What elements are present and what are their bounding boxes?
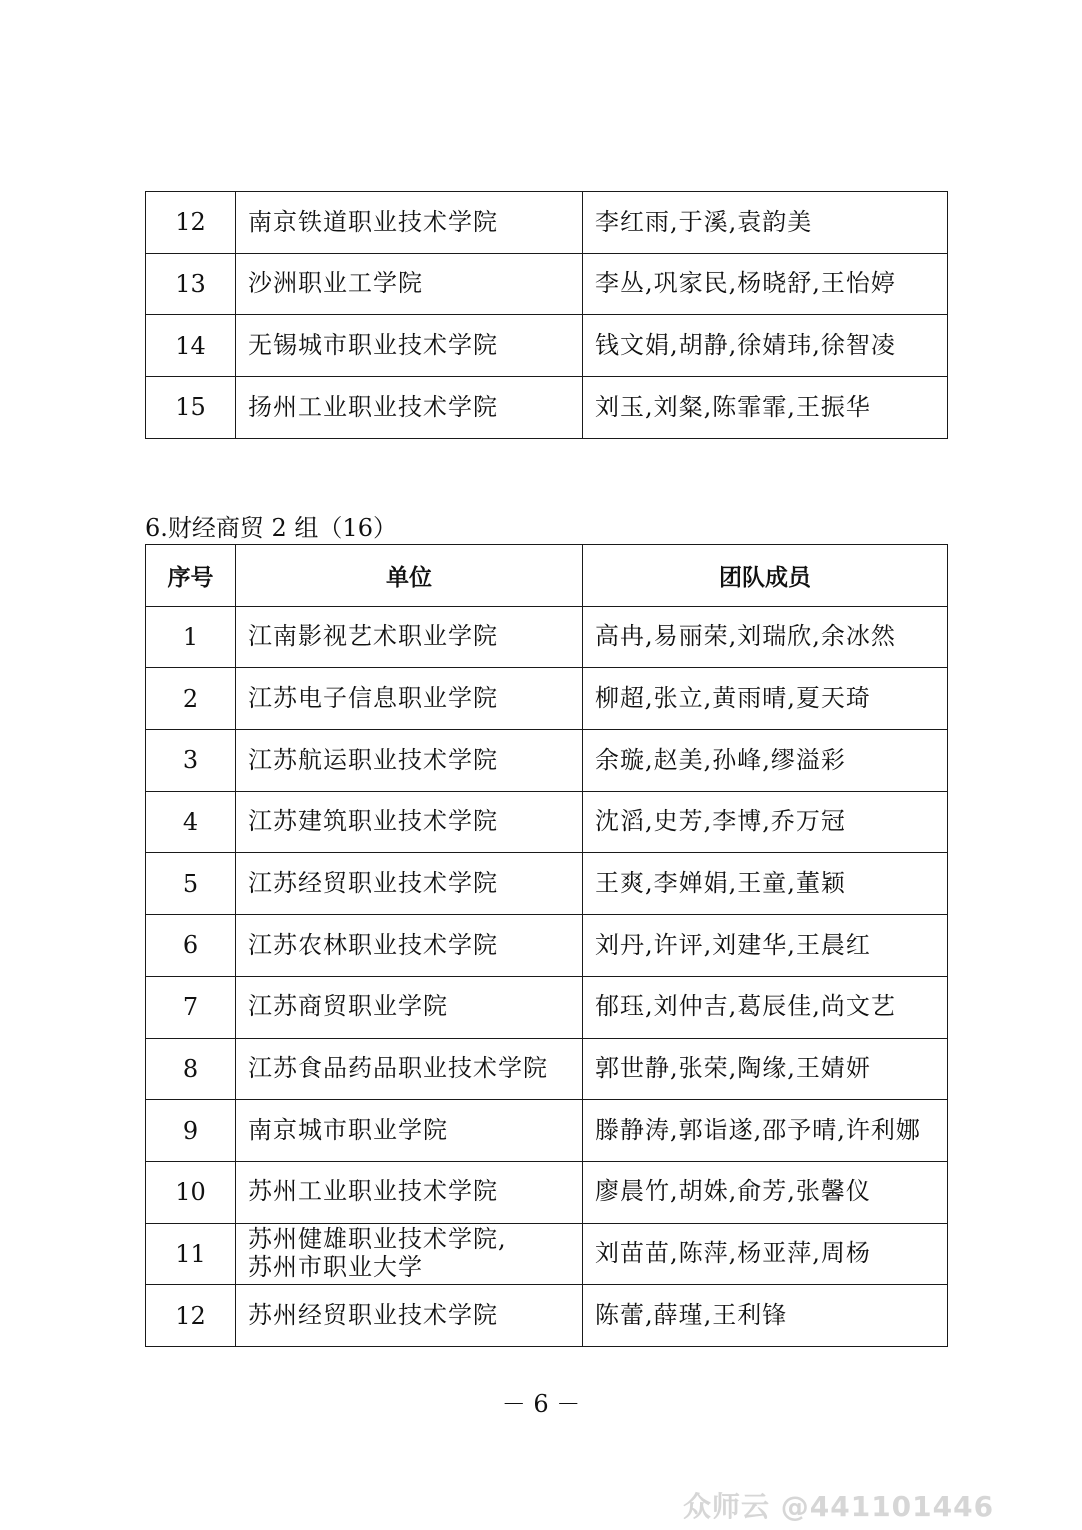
table-row	[146, 668, 948, 730]
row-unit	[236, 730, 583, 792]
table-row	[146, 1161, 948, 1223]
table-row	[146, 1038, 948, 1100]
table-row	[146, 606, 948, 668]
row-number: 11	[146, 1223, 236, 1285]
row-unit	[236, 1161, 583, 1223]
row-number: 6	[146, 915, 236, 977]
row-number: 7	[146, 976, 236, 1038]
unit-line: 江苏商贸职业学院	[248, 992, 448, 1021]
unit-line: 苏州工业职业技术学院	[248, 1177, 498, 1206]
table-row	[146, 853, 948, 915]
unit-line: 江苏食品药品职业技术学院	[248, 1054, 548, 1083]
row-number: 5	[146, 853, 236, 915]
row-members: 廖晨竹,胡姝,俞芳,张馨仪	[583, 1161, 948, 1223]
row-members: 沈滔,史芳,李博,乔万冠	[583, 791, 948, 853]
row-number: 1	[146, 606, 236, 668]
table-row	[146, 976, 948, 1038]
row-members: 郁珏,刘仲吉,葛辰佳,尚文艺	[583, 976, 948, 1038]
unit-line: 江南影视艺术职业学院	[248, 622, 498, 651]
row-unit	[236, 1100, 583, 1162]
unit-line: 南京铁道职业技术学院	[248, 207, 498, 236]
table-row	[146, 1100, 948, 1162]
row-number: 12	[146, 1285, 236, 1347]
row-members: 李红雨,于溪,袁韵美	[583, 192, 948, 254]
row-number: 15	[146, 377, 236, 439]
unit-line: 沙洲职业工学院	[248, 269, 423, 298]
row-members: 高冉,易丽荣,刘瑞欣,余冰然	[583, 606, 948, 668]
row-members: 余璇,赵美,孙峰,缪溢彩	[583, 730, 948, 792]
table-row	[146, 192, 948, 254]
page-number: － 6 －	[501, 1390, 581, 1418]
unit-line: 江苏农林职业技术学院	[248, 930, 498, 959]
table-continued-body	[146, 192, 948, 439]
watermark: 众师云 @441101446	[683, 1490, 995, 1523]
row-unit	[236, 791, 583, 853]
header-members: 团队成员	[583, 545, 948, 607]
row-number: 2	[146, 668, 236, 730]
unit-line: 苏州经贸职业技术学院	[248, 1300, 498, 1329]
row-members: 郭世静,张荣,陶缘,王婧妍	[583, 1038, 948, 1100]
row-unit	[236, 253, 583, 315]
row-unit	[236, 606, 583, 668]
row-number: 10	[146, 1161, 236, 1223]
unit-line: 江苏航运职业技术学院	[248, 745, 498, 774]
row-number: 4	[146, 791, 236, 853]
table-continued	[145, 191, 948, 439]
table-row	[146, 915, 948, 977]
unit-line: 江苏经贸职业技术学院	[248, 868, 498, 897]
row-number: 14	[146, 315, 236, 377]
table-header-row	[146, 545, 948, 607]
row-unit	[236, 1038, 583, 1100]
row-unit	[236, 1223, 583, 1285]
row-unit	[236, 976, 583, 1038]
table-row	[146, 253, 948, 315]
row-unit	[236, 915, 583, 977]
row-members: 刘玉,刘粲,陈霏霏,王振华	[583, 377, 948, 439]
table-row	[146, 791, 948, 853]
row-members: 刘苗苗,陈萍,杨亚萍,周杨	[583, 1223, 948, 1285]
unit-line: 苏州健雄职业技术学院,	[248, 1225, 507, 1254]
row-number: 3	[146, 730, 236, 792]
table-finance-trade-group-2	[145, 544, 948, 1347]
table-row	[146, 377, 948, 439]
row-number: 12	[146, 192, 236, 254]
table-row	[146, 730, 948, 792]
header-unit: 单位	[236, 545, 583, 607]
row-number: 9	[146, 1100, 236, 1162]
row-number: 13	[146, 253, 236, 315]
row-members: 刘丹,许评,刘建华,王晨红	[583, 915, 948, 977]
unit-line: 扬州工业职业技术学院	[248, 392, 498, 421]
row-members: 滕静涛,郭诣遂,邵予晴,许利娜	[583, 1100, 948, 1162]
table-finance-trade-group-2-body	[146, 606, 948, 1346]
header-num: 序号	[146, 545, 236, 607]
row-members: 李丛,巩家民,杨晓舒,王怡婷	[583, 253, 948, 315]
unit-line: 苏州市职业大学	[248, 1252, 423, 1281]
row-unit	[236, 315, 583, 377]
row-members: 钱文娟,胡静,徐婧玮,徐智凌	[583, 315, 948, 377]
unit-line: 无锡城市职业技术学院	[248, 330, 498, 359]
section-heading: 6.财经商贸 2 组（16）	[145, 514, 397, 542]
row-number: 8	[146, 1038, 236, 1100]
table-row	[146, 1223, 948, 1285]
table-row	[146, 315, 948, 377]
row-unit	[236, 1285, 583, 1347]
unit-line: 江苏电子信息职业学院	[248, 683, 498, 712]
row-unit	[236, 668, 583, 730]
unit-line: 江苏建筑职业技术学院	[248, 807, 498, 836]
row-members: 陈蕾,薛瑾,王利锋	[583, 1285, 948, 1347]
table-row	[146, 1285, 948, 1347]
row-unit	[236, 377, 583, 439]
row-unit	[236, 853, 583, 915]
unit-line: 南京城市职业学院	[248, 1115, 448, 1144]
row-members: 柳超,张立,黄雨晴,夏天琦	[583, 668, 948, 730]
row-members: 王爽,李婵娟,王童,董颖	[583, 853, 948, 915]
row-unit	[236, 192, 583, 254]
